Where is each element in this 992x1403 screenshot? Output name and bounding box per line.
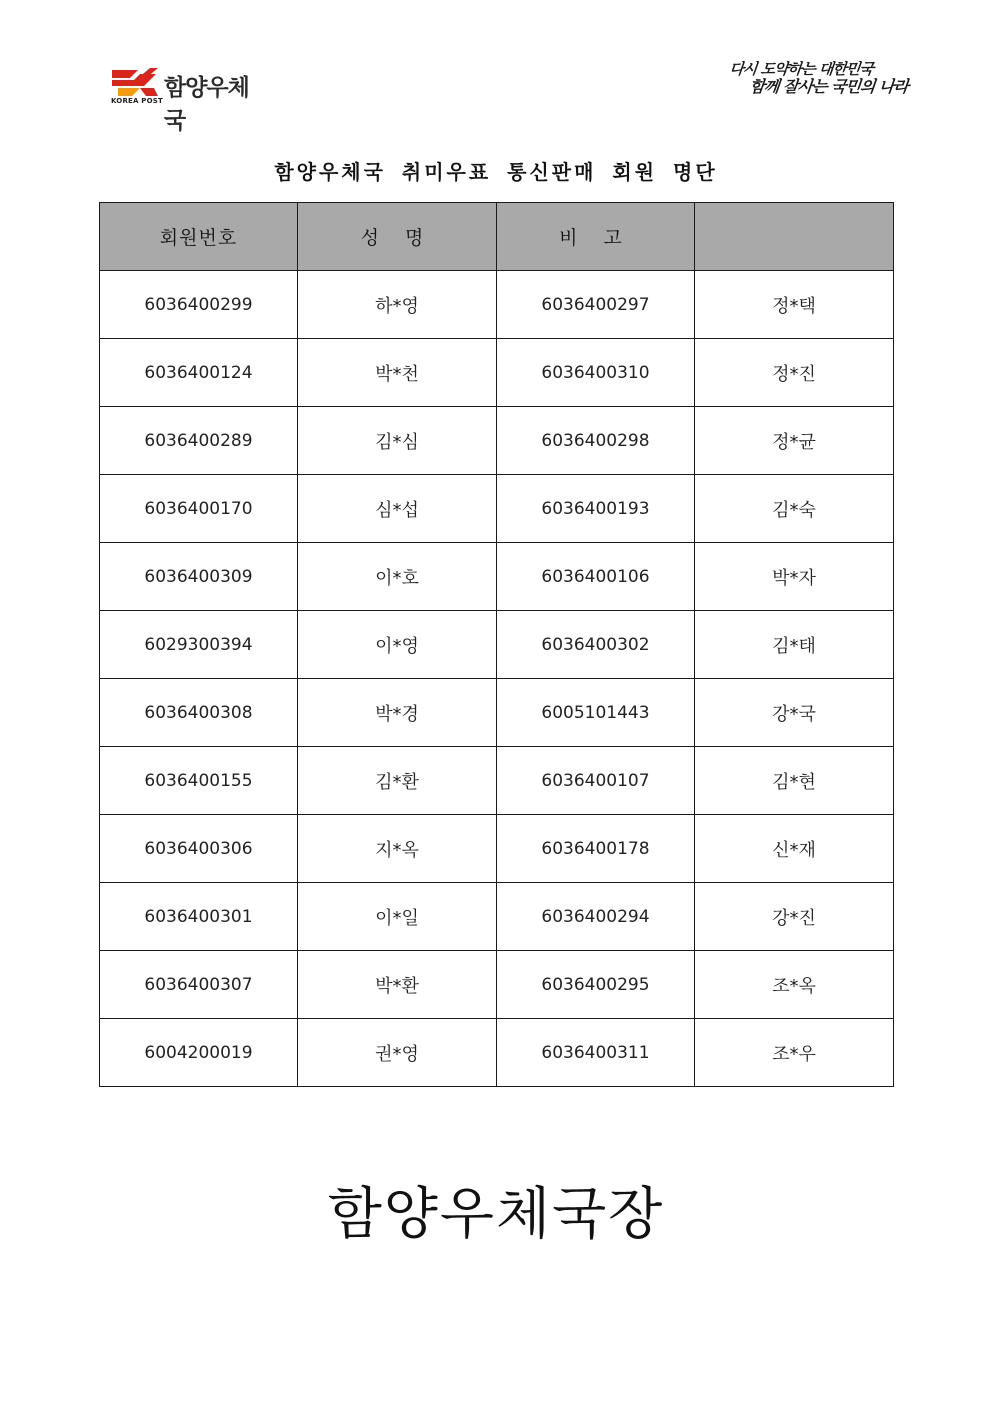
member-number-cell: 6036400193 — [497, 475, 695, 543]
table-row — [100, 339, 894, 407]
member-name-cell: 조*우 — [695, 1019, 894, 1087]
member-name-cell: 조*옥 — [695, 951, 894, 1019]
member-number-cell: 6036400306 — [100, 815, 298, 883]
member-number-cell: 6036400107 — [497, 747, 695, 815]
table-header-row — [100, 203, 894, 271]
table-row — [100, 475, 894, 543]
table-row — [100, 611, 894, 679]
document-title: 함양우체국 취미우표 통신판매 회원 명단 — [274, 160, 718, 184]
table-row — [100, 747, 894, 815]
member-number-cell: 6036400124 — [100, 339, 298, 407]
header-remarks: 비 고 — [497, 203, 695, 271]
member-number-cell: 6005101443 — [497, 679, 695, 747]
logo-english-text: KOREA POST — [111, 97, 163, 105]
member-number-cell: 6036400302 — [497, 611, 695, 679]
member-number-cell: 6036400178 — [497, 815, 695, 883]
postmaster-signature: 함양우체국장 — [327, 1182, 665, 1247]
government-slogan — [726, 60, 909, 106]
member-name-cell: 김*심 — [298, 407, 497, 475]
table-row — [100, 883, 894, 951]
table-row — [100, 1019, 894, 1087]
member-number-cell: 6036400294 — [497, 883, 695, 951]
member-name-cell: 정*택 — [695, 271, 894, 339]
table-row — [100, 543, 894, 611]
korea-post-swallow-icon — [110, 66, 160, 98]
member-number-cell: 6036400310 — [497, 339, 695, 407]
header-name: 성 명 — [298, 203, 497, 271]
member-name-cell: 김*태 — [695, 611, 894, 679]
member-name-cell: 박*경 — [298, 679, 497, 747]
member-name-cell: 심*섭 — [298, 475, 497, 543]
member-number-cell: 6036400311 — [497, 1019, 695, 1087]
slogan-line-2: 함께 잘사는 국민의 나라 — [748, 77, 909, 96]
table-row — [100, 679, 894, 747]
member-name-cell: 박*환 — [298, 951, 497, 1019]
member-number-cell: 6036400289 — [100, 407, 298, 475]
member-name-cell: 김*환 — [298, 747, 497, 815]
member-number-cell: 6036400299 — [100, 271, 298, 339]
member-name-cell: 이*호 — [298, 543, 497, 611]
member-number-cell: 6036400307 — [100, 951, 298, 1019]
member-name-cell: 지*옥 — [298, 815, 497, 883]
table-row — [100, 951, 894, 1019]
member-name-cell: 이*일 — [298, 883, 497, 951]
member-name-cell: 김*현 — [695, 747, 894, 815]
member-name-cell: 박*자 — [695, 543, 894, 611]
korea-post-logo — [110, 66, 270, 134]
member-name-cell: 김*숙 — [695, 475, 894, 543]
table-row — [100, 815, 894, 883]
member-number-cell: 6036400170 — [100, 475, 298, 543]
member-name-cell: 하*영 — [298, 271, 497, 339]
member-name-cell: 박*천 — [298, 339, 497, 407]
member-number-cell: 6036400301 — [100, 883, 298, 951]
member-name-cell: 강*진 — [695, 883, 894, 951]
member-number-cell: 6036400106 — [497, 543, 695, 611]
member-number-cell: 6029300394 — [100, 611, 298, 679]
member-table — [99, 202, 894, 1087]
member-name-cell: 강*국 — [695, 679, 894, 747]
header-empty — [695, 203, 894, 271]
member-number-cell: 6036400295 — [497, 951, 695, 1019]
table-row — [100, 271, 894, 339]
member-number-cell: 6036400297 — [497, 271, 695, 339]
member-number-cell: 6004200019 — [100, 1019, 298, 1087]
slogan-line-1: 다시 도약하는 대한민국 — [728, 60, 874, 78]
member-name-cell: 이*영 — [298, 611, 497, 679]
member-name-cell: 정*균 — [695, 407, 894, 475]
member-name-cell: 정*진 — [695, 339, 894, 407]
logo-korean-text: 함양우체국 — [164, 75, 249, 134]
member-number-cell: 6036400155 — [100, 747, 298, 815]
member-number-cell: 6036400298 — [497, 407, 695, 475]
member-number-cell: 6036400309 — [100, 543, 298, 611]
header-member-number: 회원번호 — [100, 203, 298, 271]
member-name-cell: 신*재 — [695, 815, 894, 883]
member-number-cell: 6036400308 — [100, 679, 298, 747]
member-name-cell: 권*영 — [298, 1019, 497, 1087]
table-row — [100, 407, 894, 475]
